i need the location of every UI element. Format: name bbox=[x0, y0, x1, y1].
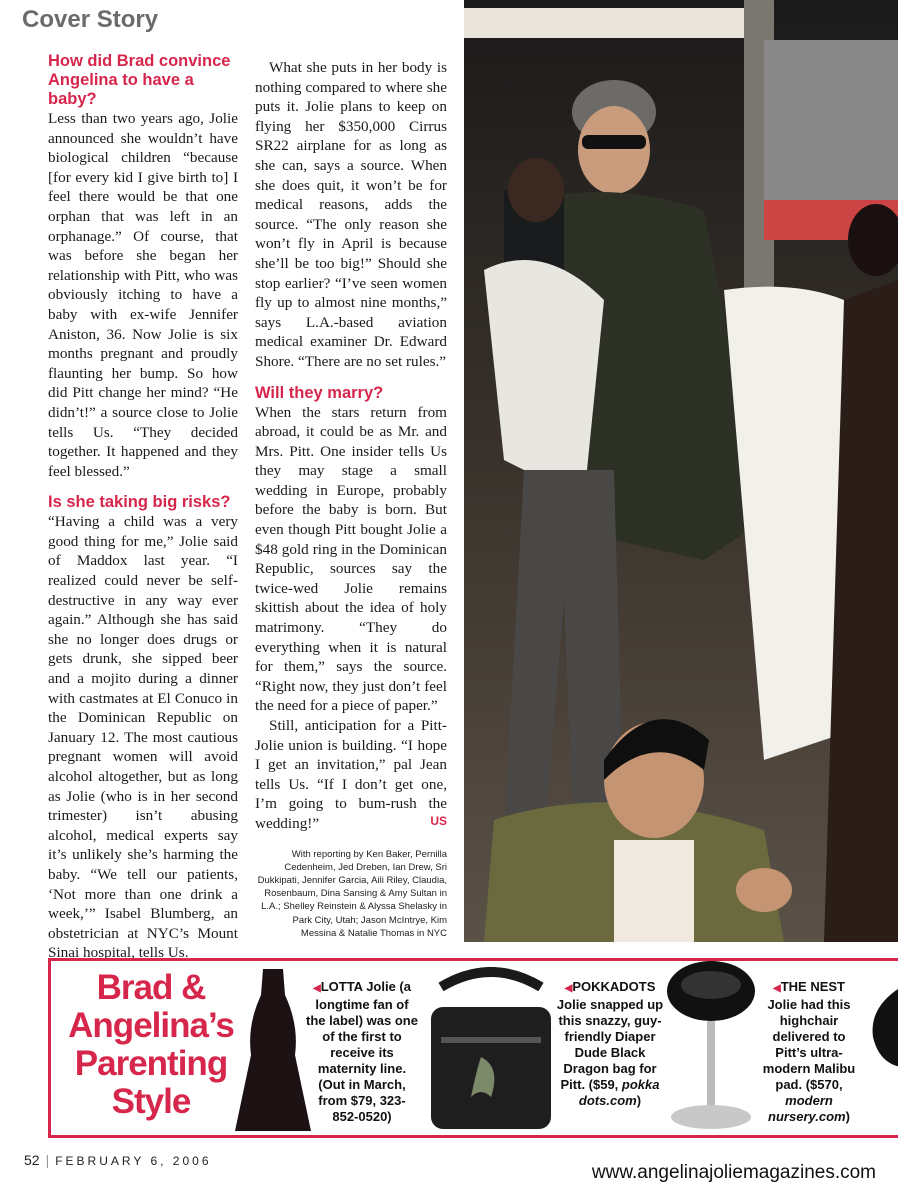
question-heading: Is she taking big risks? bbox=[48, 493, 231, 512]
caption-pokkadots: ◀POKKADOTS Jolie snapped up this snazzy, guy-friendly Diaper Dude Black Dragon bag for Pitt. ($59, pokka dots.com) bbox=[556, 979, 664, 1108]
question-heading: Will they marry? bbox=[255, 383, 384, 402]
highchair-icon bbox=[661, 951, 761, 1135]
article-column-2 bbox=[255, 58, 447, 940]
paragraph: Less than two years ago, Jolie announced she wouldn’t have biological children “because [for every kid I give birth to] I feel there would be that one orphan that was left in an orphanage.” Of course, that was before she began her relationship with Pitt, who was obviously itching to have a baby with ex-wife Jennifer Aniston, 36. Now Jolie is six months pregnant and proudly flaunting her bump. So how did Pitt change her mind? “He didn’t!” a source close to Jolie tells Us. “They decided together. It happened and they feel blessed.” bbox=[48, 110, 238, 480]
page-number: 52 bbox=[24, 1152, 40, 1168]
us-logo-mark: US bbox=[430, 813, 447, 828]
section-label: Cover Story bbox=[22, 6, 159, 33]
caption-the-nest: ◀THE NEST Jolie had this highchair delivered to Pitt’s ultra-modern Malibu pad. ($570, modern nursery.com) bbox=[762, 979, 856, 1124]
paragraph: What she puts in her body is nothing compared to where she puts it. Jolie plans to keep on flying her $350,000 Cirrus SR22 airplane for as long as she can, says a source. When she does quit, it won’t be for medical reasons, adds the source. “The only reason she won’t fly in April is because she’ll be too big!” Should she stop earlier? “I’ve seen women fly up to almost nine months,” says L.A.-based aviation medical examiner Dr. Edward Shore. “There are no set rules.” bbox=[255, 59, 447, 370]
cover-photo bbox=[464, 0, 898, 942]
article-column-1 bbox=[48, 52, 238, 963]
diaper-bag-icon bbox=[421, 967, 561, 1133]
page-footer: 52 | FEBRUARY 6, 2006 bbox=[24, 1152, 212, 1168]
parenting-style-strip bbox=[48, 958, 898, 1138]
paragraph: “Having a child was a very good thing for me,” Jolie said of Maddox last year. “I realized could never be self-destructive in any way ever again.” Although she has said she no longer does drugs or gets drunk, she sipped beer and a mojito during a dinner with castmates at El Conuco in the Dominican Republic on January 12. The most cautious pregnant women will avoid alcohol altogether, but as long as Jolie (who is in her second trimester) isn’t abusing alcohol, medical experts say it’s unlikely she’s harming the baby. “We tell our patients, ‘Not more than one drink a week,’” Isabel Blumberg, an obstetrician at NYC’s Mount Sinai hospital, tells Us. bbox=[48, 513, 238, 962]
strip-title: Brad & Angelina’s Parenting Style bbox=[68, 968, 234, 1121]
photo-illustration bbox=[464, 0, 898, 942]
paragraph: When the stars return from abroad, it could be as Mr. and Mrs. Pitt. One insider tells Us they may stage a small wedding in Europe, probably before the baby is born. But even though Pitt bought Jolie a $48 gold ring in the Dominican Republic, sources say the twice-wed Jolie remains skittish about the idea of holy matrimony. “They do everything when it is natural for them,” says the source. “Right now, they just don’t feel the need for a piece of paper.” bbox=[255, 403, 447, 715]
paragraph: Still, anticipation for a Pitt-Jolie union is building. “I hope I get an invitation,” pal Jean tells Us. “If I don’t get one, I’m going to bum-rush the wedding!” US bbox=[255, 717, 447, 832]
website-watermark: www.angelinajoliemagazines.com bbox=[591, 1162, 876, 1183]
product-edge-icon bbox=[869, 987, 898, 1077]
dress-icon bbox=[233, 965, 313, 1135]
reporting-credits: With reporting by Ken Baker, Pernilla Cedenheim, Jed Dreben, Ian Drew, Sri Dukkipati, Jennifer Garcia, Aili Riley, Claudia, Rosenbaum, Dina Sansing & Amy Sultan in L.A.; Shelley Reinstein & Alyssa Shelasky in Park City, Utah; Jason McIntrye, Kim Messina & Natalie Thomas in NYC bbox=[257, 848, 447, 939]
question-heading: How did Brad convince Angelina to have a baby? bbox=[48, 52, 231, 108]
caption-lotta: ◀LOTTA Jolie (a longtime fan of the label) was one of the first to receive its maternity line. (Out in March, from $79, 323-852-0520) bbox=[306, 979, 418, 1124]
issue-date: FEBRUARY 6, 2006 bbox=[55, 1154, 212, 1168]
